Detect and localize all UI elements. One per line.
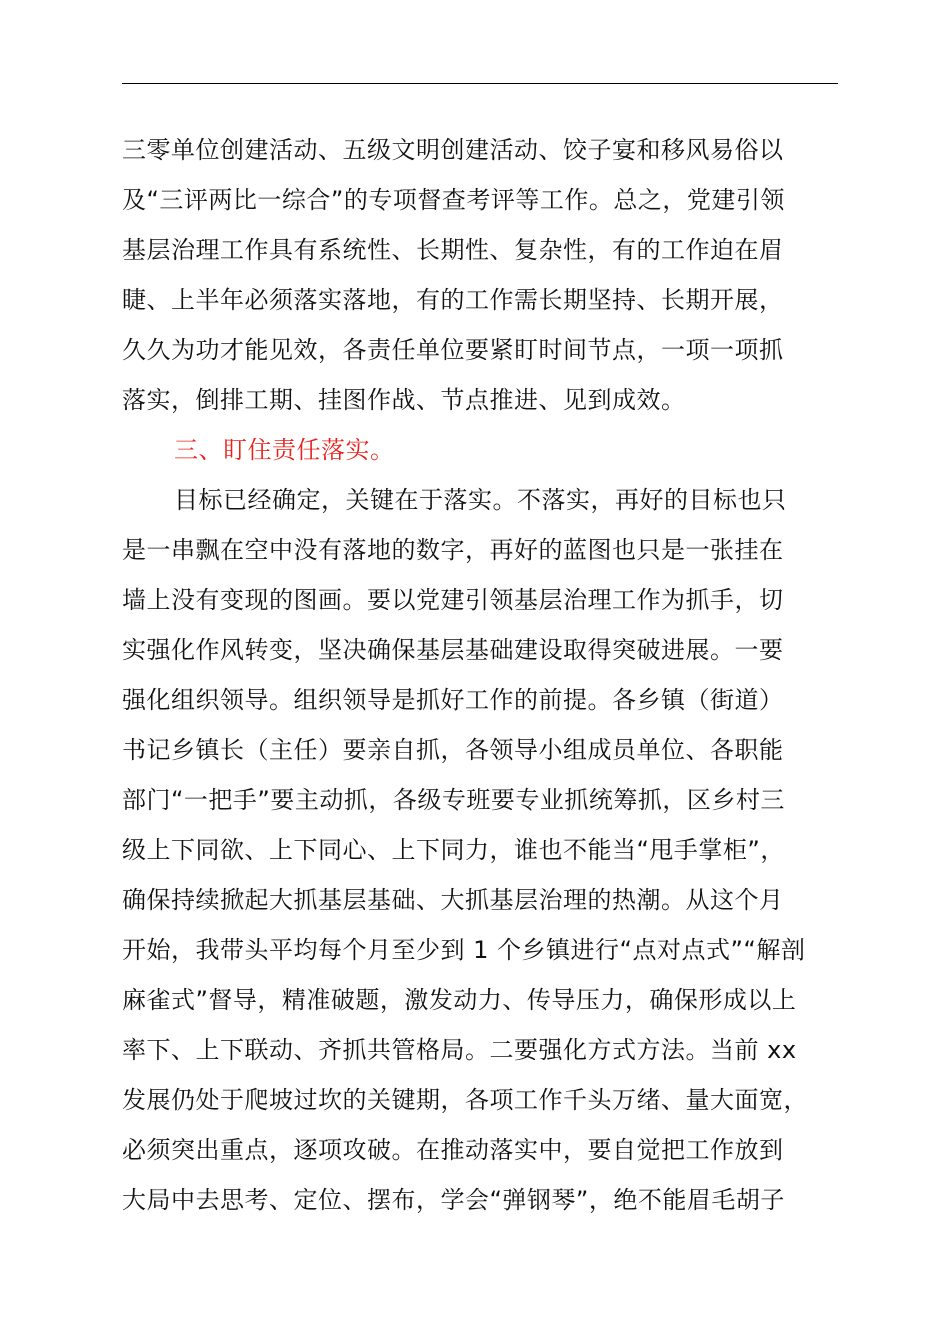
text-line: 三零单位创建活动、五级文明创建活动、饺子宴和移风易俗以	[122, 136, 784, 164]
text-line: 久久为功才能见效，各责任单位要紧盯时间节点，一项一项抓	[122, 336, 784, 364]
text-line: 开始，我带头平均每个月至少到 1 个乡镇进行“点对点式”“解剖	[122, 936, 806, 964]
text-line: 率下、上下联动、齐抓共管格局。二要强化方式方法。当前 xx	[122, 1036, 797, 1064]
text-line: 麻雀式”督导，精准破题，激发动力、传导压力，确保形成以上	[122, 986, 797, 1014]
text-line: 睫、上半年必须落实落地，有的工作需长期坚持、长期开展，	[122, 286, 784, 314]
section-heading: 三、盯住责任落实。	[174, 436, 395, 464]
text-line: 必须突出重点，逐项攻破。在推动落实中，要自觉把工作放到	[122, 1136, 784, 1164]
text-line: 是一串飘在空中没有落地的数字，再好的蓝图也只是一张挂在	[122, 536, 784, 564]
header-rule	[122, 83, 838, 84]
text-line: 落实，倒排工期、挂图作战、节点推进、见到成效。	[122, 386, 686, 414]
text-line: 强化组织领导。组织领导是抓好工作的前提。各乡镇（街道）	[122, 686, 784, 714]
text-line: 发展仍处于爬坡过坎的关键期，各项工作千头万绪、量大面宽，	[122, 1086, 808, 1114]
text-line: 级上下同欲、上下同心、上下同力，谁也不能当“甩手掌柜”，	[122, 836, 785, 864]
text-line: 书记乡镇长（主任）要亲自抓，各领导小组成员单位、各职能	[122, 736, 784, 764]
text-line: 实强化作风转变，坚决确保基层基础建设取得突破进展。一要	[122, 636, 784, 664]
text-line: 基层治理工作具有系统性、长期性、复杂性，有的工作迫在眉	[122, 236, 784, 264]
text-line: 大局中去思考、定位、摆布，学会“弹钢琴”，绝不能眉毛胡子	[122, 1186, 785, 1214]
text-line: 目标已经确定，关键在于落实。不落实，再好的目标也只	[174, 486, 787, 514]
text-line: 部门“一把手”要主动抓，各级专班要专业抓统筹抓，区乡村三	[122, 786, 785, 814]
text-line: 及“三评两比一综合”的专项督查考评等工作。总之，党建引领	[122, 186, 785, 214]
text-line: 墙上没有变现的图画。要以党建引领基层治理工作为抓手，切	[122, 586, 784, 614]
text-line: 确保持续掀起大抓基层基础、大抓基层治理的热潮。从这个月	[122, 886, 784, 914]
